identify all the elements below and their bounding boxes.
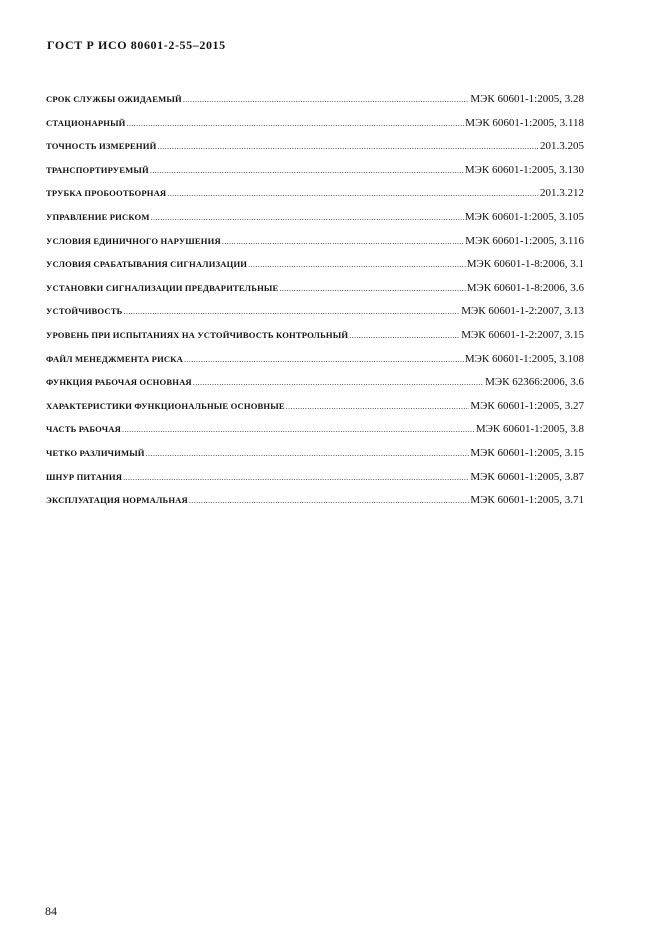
index-entry: [46, 211, 584, 235]
index-entry: [46, 329, 584, 353]
index-reference: МЭК 60601-1:2005, 3.71: [470, 494, 584, 507]
index-term: ТРАНСПОРТИРУЕМЫЙ: [46, 164, 149, 175]
index-reference: 201.3.205: [540, 140, 584, 153]
index-entry: [46, 282, 584, 306]
index-term: ХАРАКТЕРИСТИКИ ФУНКЦИОНАЛЬНЫЕ ОСНОВНЫЕ: [46, 400, 285, 411]
index-term: ФУНКЦИЯ РАБОЧАЯ ОСНОВНАЯ: [46, 377, 192, 388]
index-term: ШНУР ПИТАНИЯ: [46, 471, 123, 482]
index-entry: [46, 423, 584, 447]
index-reference: МЭК 60601-1:2005, 3.27: [470, 399, 584, 412]
index-reference: МЭК 60601-1:2005, 3.108: [464, 352, 584, 365]
dot-leader: [183, 95, 470, 104]
dot-leader: [123, 307, 460, 316]
index-term: ФАЙЛ МЕНЕДЖМЕНТА РИСКА: [46, 353, 184, 364]
index-term: ЧЕТКО РАЗЛИЧИМЫЙ: [46, 447, 145, 458]
index-entry: [46, 494, 584, 518]
index-term: СТАЦИОНАРНЫЙ: [46, 117, 126, 128]
index-term: ЭКСПЛУАТАЦИЯ НОРМАЛЬНАЯ: [46, 495, 188, 506]
index-entry: [46, 353, 584, 377]
index-reference: МЭК 60601-1:2005, 3.130: [464, 163, 584, 176]
index-reference: МЭК 60601-1-8:2006, 3.6: [466, 281, 584, 294]
term-index-list: [46, 93, 584, 518]
index-term: УРОВЕНЬ ПРИ ИСПЫТАНИЯХ НА УСТОЙЧИВОСТЬ КОНТРОЛЬНЫЙ: [46, 329, 349, 340]
dot-leader: [146, 449, 470, 458]
index-term: УСТАНОВКИ СИГНАЛИЗАЦИИ ПРЕДВАРИТЕЛЬНЫЕ: [46, 282, 279, 293]
index-term: УСТОЙЧИВОСТЬ: [46, 306, 123, 317]
dot-leader: [193, 378, 484, 387]
dot-leader: [189, 496, 469, 505]
index-entry: [46, 258, 584, 282]
document-header: ГОСТ Р ИСО 80601-2-55–2015: [47, 38, 226, 52]
index-reference: МЭК 60601-1:2005, 3.8: [475, 423, 584, 436]
dot-leader: [167, 189, 539, 198]
page-number: 84: [45, 904, 57, 918]
index-entry: [46, 471, 584, 495]
index-entry: [46, 187, 584, 211]
index-reference: МЭК 60601-1-2:2007, 3.13: [461, 305, 584, 318]
index-reference: МЭК 60601-1:2005, 3.28: [470, 93, 584, 105]
index-term: УСЛОВИЯ ЕДИНИЧНОГО НАРУШЕНИЯ: [46, 235, 221, 246]
index-term: ТОЧНОСТЬ ИЗМЕРЕНИЙ: [46, 141, 157, 152]
dot-leader: [349, 331, 460, 340]
dot-leader: [151, 213, 464, 222]
index-entry: [46, 235, 584, 259]
dot-leader: [157, 142, 539, 151]
index-entry: [46, 376, 584, 400]
dot-leader: [222, 237, 465, 246]
dot-leader: [286, 402, 470, 411]
dot-leader: [122, 425, 475, 434]
index-entry: [46, 400, 584, 424]
index-term: УПРАВЛЕНИЕ РИСКОМ: [46, 211, 150, 222]
index-reference: МЭК 60601-1-2:2007, 3.15: [461, 328, 584, 341]
index-entry: [46, 447, 584, 471]
index-reference: 201.3.212: [540, 187, 584, 200]
index-reference: МЭК 60601-1:2005, 3.116: [465, 234, 584, 247]
dot-leader: [248, 260, 466, 269]
index-reference: МЭК 60601-1:2005, 3.105: [464, 210, 584, 223]
dot-leader: [123, 473, 469, 482]
index-term: УСЛОВИЯ СРАБАТЫВАНИЯ СИГНАЛИЗАЦИИ: [46, 259, 248, 270]
index-entry: [46, 164, 584, 188]
index-term: ЧАСТЬ РАБОЧАЯ: [46, 424, 121, 435]
index-entry: [46, 93, 584, 117]
dot-leader: [279, 284, 465, 293]
index-entry: [46, 140, 584, 164]
index-reference: МЭК 60601-1-8:2006, 3.1: [466, 258, 584, 271]
index-entry: [46, 305, 584, 329]
dot-leader: [150, 166, 464, 175]
index-entry: [46, 117, 584, 141]
index-reference: МЭК 60601-1:2005, 3.118: [465, 116, 584, 129]
dot-leader: [127, 119, 465, 128]
index-term: СРОК СЛУЖБЫ ОЖИДАЕМЫЙ: [46, 94, 182, 104]
dot-leader: [184, 355, 464, 364]
index-term: ТРУБКА ПРОБООТБОРНАЯ: [46, 188, 167, 199]
index-reference: МЭК 60601-1:2005, 3.15: [470, 446, 584, 459]
index-reference: МЭК 60601-1:2005, 3.87: [470, 470, 584, 483]
index-reference: МЭК 62366:2006, 3.6: [485, 376, 584, 389]
